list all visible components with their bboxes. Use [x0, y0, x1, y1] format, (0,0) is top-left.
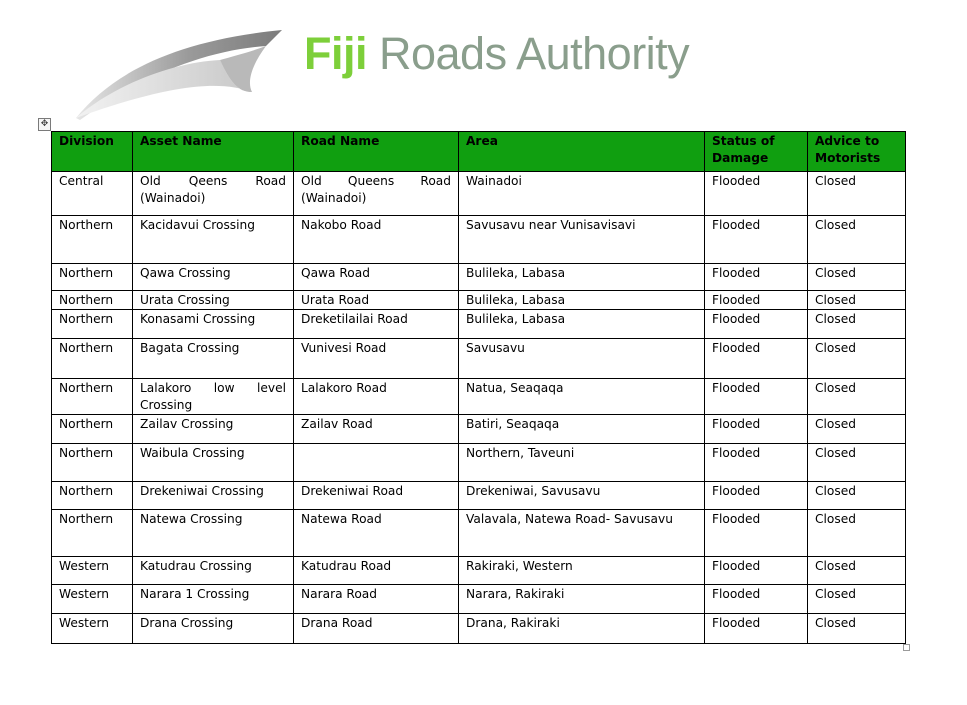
cell-advice: Closed: [808, 339, 906, 379]
table-row: [52, 557, 906, 585]
cell-status: Flooded: [705, 291, 808, 310]
cell-area: Savusavu: [459, 339, 705, 379]
cell-division: Western: [52, 557, 133, 585]
cell-advice: Closed: [808, 614, 906, 644]
cell-road-name: Zailav Road: [294, 415, 459, 444]
cell-road-name: Dreketilailai Road: [294, 310, 459, 339]
cell-road-name: Old Queens Road (Wainadoi): [294, 172, 459, 216]
cell-status: Flooded: [705, 264, 808, 291]
cell-division: Northern: [52, 310, 133, 339]
cell-road-name: Drekeniwai Road: [294, 482, 459, 510]
cell-asset-name: Lalakoro low level Crossing: [133, 379, 294, 415]
cell-road-name: Narara Road: [294, 585, 459, 614]
cell-advice: Closed: [808, 585, 906, 614]
cell-road-name: Natewa Road: [294, 510, 459, 557]
table-row: [52, 585, 906, 614]
cell-status: Flooded: [705, 444, 808, 482]
cell-status: Flooded: [705, 172, 808, 216]
cell-division: Central: [52, 172, 133, 216]
column-header-division: Division: [52, 132, 133, 172]
cell-advice: Closed: [808, 291, 906, 310]
table-row: [52, 510, 906, 557]
cell-asset-name: Katudrau Crossing: [133, 557, 294, 585]
cell-status: Flooded: [705, 585, 808, 614]
cell-road-name: Nakobo Road: [294, 216, 459, 264]
cell-area: Bulileka, Labasa: [459, 310, 705, 339]
cell-advice: Closed: [808, 510, 906, 557]
cell-road-name: Drana Road: [294, 614, 459, 644]
cell-area: Bulileka, Labasa: [459, 264, 705, 291]
cell-area: Savusavu near Vunisavisavi: [459, 216, 705, 264]
cell-division: Northern: [52, 510, 133, 557]
cell-advice: Closed: [808, 310, 906, 339]
cell-road-name: Vunivesi Road: [294, 339, 459, 379]
column-header-area: Area: [459, 132, 705, 172]
cell-asset-name: Drekeniwai Crossing: [133, 482, 294, 510]
cell-asset-name: Qawa Crossing: [133, 264, 294, 291]
cell-area: Drana, Rakiraki: [459, 614, 705, 644]
cell-asset-name: Natewa Crossing: [133, 510, 294, 557]
cell-asset-name: Urata Crossing: [133, 291, 294, 310]
cell-advice: Closed: [808, 264, 906, 291]
table-row: [52, 444, 906, 482]
road-closures-table: [51, 131, 906, 644]
table-row: [52, 216, 906, 264]
cell-asset-name: Old Qeens Road (Wainadoi): [133, 172, 294, 216]
cell-advice: Closed: [808, 379, 906, 415]
cell-advice: Closed: [808, 557, 906, 585]
cell-area: Batiri, Seaqaqa: [459, 415, 705, 444]
cell-advice: Closed: [808, 444, 906, 482]
cell-road-name: Qawa Road: [294, 264, 459, 291]
cell-division: Northern: [52, 444, 133, 482]
cell-division: Western: [52, 614, 133, 644]
cell-road-name: [294, 444, 459, 482]
cell-division: Western: [52, 585, 133, 614]
brand-name-rest: Roads Authority: [367, 28, 690, 79]
cell-status: Flooded: [705, 415, 808, 444]
cell-road-name: Urata Road: [294, 291, 459, 310]
cell-advice: Closed: [808, 415, 906, 444]
column-header-road-name: Road Name: [294, 132, 459, 172]
cell-asset-name: Konasami Crossing: [133, 310, 294, 339]
cell-area: Rakiraki, Western: [459, 557, 705, 585]
table-row: [52, 482, 906, 510]
cell-area: Bulileka, Labasa: [459, 291, 705, 310]
cell-asset-name: Drana Crossing: [133, 614, 294, 644]
table-row: [52, 264, 906, 291]
cell-area: Natua, Seaqaqa: [459, 379, 705, 415]
cell-advice: Closed: [808, 216, 906, 264]
cell-asset-name: Bagata Crossing: [133, 339, 294, 379]
cell-status: Flooded: [705, 482, 808, 510]
cell-status: Flooded: [705, 379, 808, 415]
column-header-asset-name: Asset Name: [133, 132, 294, 172]
cell-area: Northern, Taveuni: [459, 444, 705, 482]
cell-advice: Closed: [808, 482, 906, 510]
cell-division: Northern: [52, 482, 133, 510]
cell-asset-name: Zailav Crossing: [133, 415, 294, 444]
cell-division: Northern: [52, 415, 133, 444]
cell-division: Northern: [52, 339, 133, 379]
brand-name-fiji: Fiji: [304, 28, 367, 79]
cell-status: Flooded: [705, 339, 808, 379]
cell-asset-name: Narara 1 Crossing: [133, 585, 294, 614]
cell-area: Valavala, Natewa Road- Savusavu: [459, 510, 705, 557]
cell-advice: Closed: [808, 172, 906, 216]
table-row: [52, 339, 906, 379]
cell-asset-name: Kacidavui Crossing: [133, 216, 294, 264]
cell-division: Northern: [52, 291, 133, 310]
table-row: [52, 614, 906, 644]
cell-status: Flooded: [705, 510, 808, 557]
move-cross-icon[interactable]: ✥: [38, 118, 51, 131]
table-row: [52, 310, 906, 339]
cell-division: Northern: [52, 216, 133, 264]
cell-division: Northern: [52, 379, 133, 415]
cell-area: Narara, Rakiraki: [459, 585, 705, 614]
table-row: [52, 172, 906, 216]
logo-swoosh-icon: [70, 22, 285, 122]
cell-division: Northern: [52, 264, 133, 291]
cell-status: Flooded: [705, 216, 808, 264]
table-row: [52, 379, 906, 415]
cell-status: Flooded: [705, 557, 808, 585]
cell-area: Wainadoi: [459, 172, 705, 216]
column-header-advice-to-motorists: Advice to Motorists: [808, 132, 906, 172]
column-header-status-of-damage: Status of Damage: [705, 132, 808, 172]
table-resize-handle[interactable]: [903, 644, 910, 651]
table-row: [52, 415, 906, 444]
cell-status: Flooded: [705, 310, 808, 339]
table-row: [52, 291, 906, 310]
cell-road-name: Lalakoro Road: [294, 379, 459, 415]
brand-logo-text: [304, 28, 689, 80]
cell-area: Drekeniwai, Savusavu: [459, 482, 705, 510]
cell-asset-name: Waibula Crossing: [133, 444, 294, 482]
cell-road-name: Katudrau Road: [294, 557, 459, 585]
cell-status: Flooded: [705, 614, 808, 644]
table-header-row: [52, 132, 906, 172]
